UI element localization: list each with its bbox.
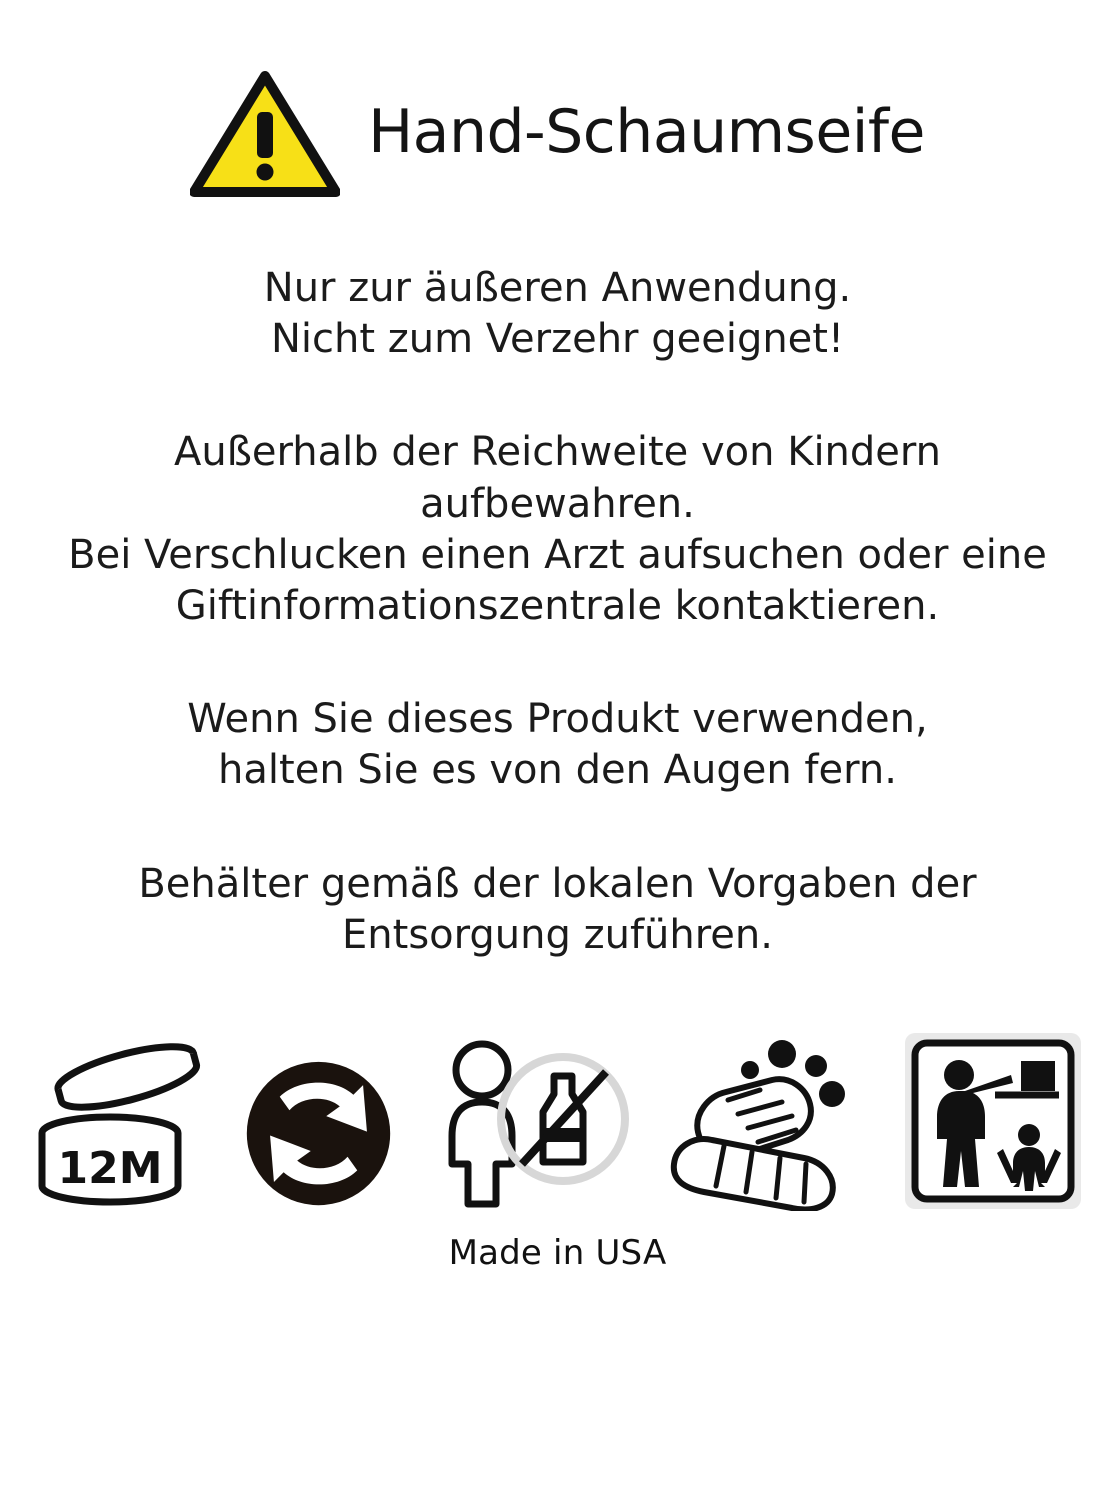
- do-not-drink-icon: [430, 1036, 630, 1215]
- warning-triangle-icon: [190, 70, 340, 195]
- warning-line: Giftinformationszentrale kontaktieren.: [175, 582, 940, 629]
- warning-line: Bei Verschlucken einen Arzt aufsuchen oder eine: [68, 531, 1047, 578]
- page-title: Hand-Schaumseife: [368, 97, 925, 167]
- warning-block-avoid-eyes: [0, 694, 1115, 796]
- warning-line: Nicht zum Verzehr geeignet!: [270, 316, 845, 363]
- warning-text-section: [0, 225, 1115, 1023]
- pao-label: 12M: [57, 1142, 163, 1194]
- warning-line: Nur zur äußeren Anwendung.: [263, 265, 852, 311]
- green-dot-recycling-icon: [241, 1056, 396, 1215]
- pao-jar-icon: [32, 1041, 207, 1215]
- wash-hands-icon: [664, 1036, 869, 1215]
- pictogram-row: [0, 1031, 1115, 1215]
- warning-line: Wenn Sie dieses Produkt verwenden,: [187, 696, 928, 743]
- warning-line: halten Sie es von den Augen fern.: [218, 747, 897, 794]
- warning-block-keep-away-from-children: [0, 427, 1115, 632]
- label-header: [190, 70, 925, 195]
- warning-line: Außerhalb der Reichweite von Kindern: [173, 429, 941, 476]
- warning-line: aufbewahren.: [420, 480, 695, 527]
- made-in-label: Made in USA: [448, 1232, 667, 1273]
- warning-block-external-use: [0, 263, 1115, 365]
- warning-block-disposal: [0, 859, 1115, 961]
- warning-line: Behälter gemäß der lokalen Vorgaben der: [138, 860, 977, 907]
- keep-away-from-children-icon: [903, 1031, 1083, 1215]
- warning-line: Entsorgung zuführen.: [342, 911, 773, 958]
